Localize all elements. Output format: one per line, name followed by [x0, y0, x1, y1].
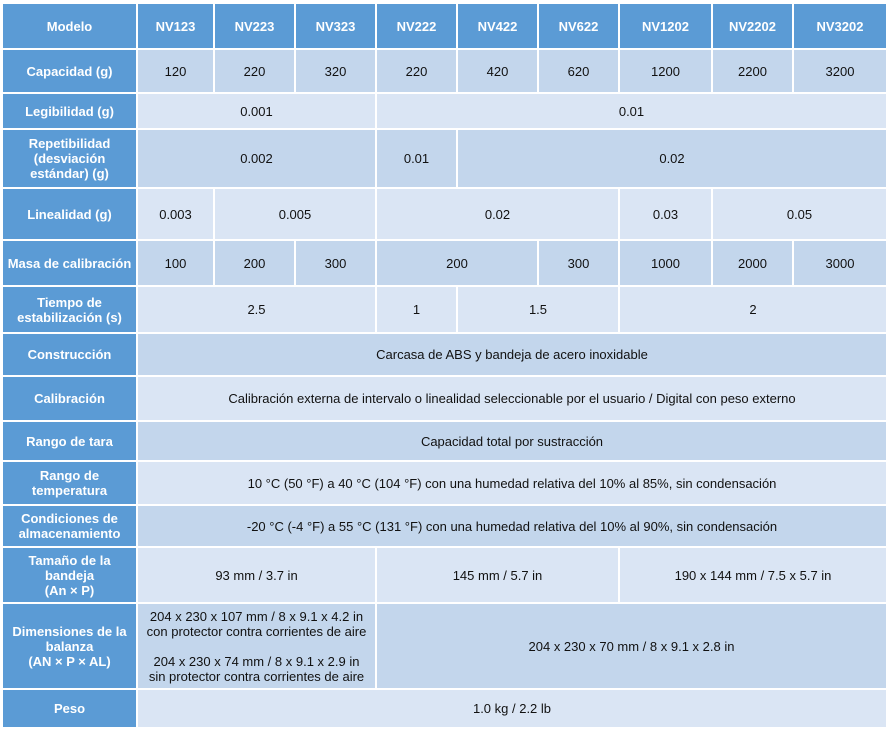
table-cell: 220	[376, 49, 457, 93]
model-header: NV222	[376, 3, 457, 49]
model-header: NV323	[295, 3, 376, 49]
line-gap	[142, 639, 371, 654]
table-row	[2, 376, 887, 421]
row-label: Legibilidad (g)	[2, 93, 137, 129]
table-row	[2, 547, 887, 603]
row-label-line: Dimensiones de la balanza	[12, 623, 127, 654]
table-row	[2, 333, 887, 376]
row-label-line: (AN × P × AL)	[28, 653, 111, 669]
table-cell: 320	[295, 49, 376, 93]
table-cell: 0.005	[214, 188, 376, 240]
table-cell: 220	[214, 49, 295, 93]
table-cell: 420	[457, 49, 538, 93]
table-cell: 1.0 kg / 2.2 lb	[137, 689, 887, 728]
model-header: NV622	[538, 3, 619, 49]
row-label: Capacidad (g)	[2, 49, 137, 93]
dimension-line: 204 x 230 x 107 mm / 8 x 9.1 x 4.2 in	[149, 608, 364, 624]
table-cell: 1.5	[457, 286, 619, 333]
table-row	[2, 505, 887, 547]
table-cell: 145 mm / 5.7 in	[376, 547, 619, 603]
table-cell: 120	[137, 49, 214, 93]
table-row	[2, 188, 887, 240]
table-cell: 300	[295, 240, 376, 286]
table-cell: 2.5	[137, 286, 376, 333]
row-label-line: (An × P)	[44, 582, 95, 598]
table-cell: 620	[538, 49, 619, 93]
table-cell: Capacidad total por sustracción	[137, 421, 887, 461]
row-label: Masa de calibración	[2, 240, 137, 286]
table-cell: 200	[376, 240, 538, 286]
table-cell: 10 °C (50 °F) a 40 °C (104 °F) con una humedad relativa del 10% al 85%, sin condensación	[137, 461, 887, 505]
row-label: Rango de temperatura	[2, 461, 137, 505]
model-header: NV2202	[712, 3, 793, 49]
table-cell: 2	[619, 286, 887, 333]
table-cell: 0.02	[457, 129, 887, 188]
row-label: Calibración	[2, 376, 137, 421]
table-cell: 0.01	[376, 129, 457, 188]
table-cell: 100	[137, 240, 214, 286]
model-header: NV1202	[619, 3, 712, 49]
model-header: NV123	[137, 3, 214, 49]
table-cell: 3000	[793, 240, 887, 286]
table-cell: 1	[376, 286, 457, 333]
table-cell: 0.001	[137, 93, 376, 129]
table-cell: 2000	[712, 240, 793, 286]
table-row	[2, 240, 887, 286]
row-label: Repetibilidad (desviación estándar) (g)	[2, 129, 137, 188]
table-cell: Calibración externa de intervalo o linealidad seleccionable por el usuario / Digital con peso externo	[137, 376, 887, 421]
table-cell: 93 mm / 3.7 in	[137, 547, 376, 603]
row-label: Tiempo de estabilización (s)	[2, 286, 137, 333]
header-row	[2, 3, 887, 49]
row-label: Linealidad (g)	[2, 188, 137, 240]
table-cell: 0.01	[376, 93, 887, 129]
table-cell: 190 x 144 mm / 7.5 x 5.7 in	[619, 547, 887, 603]
table-cell: 0.03	[619, 188, 712, 240]
table-row	[2, 49, 887, 93]
spec-table	[1, 2, 887, 729]
dimension-note: con protector contra corrientes de aire	[146, 623, 367, 639]
model-header: NV422	[457, 3, 538, 49]
row-label: Rango de tara	[2, 421, 137, 461]
header-label: Modelo	[2, 3, 137, 49]
table-row	[2, 129, 887, 188]
row-label: Peso	[2, 689, 137, 728]
table-row	[2, 603, 887, 689]
table-cell: 0.002	[137, 129, 376, 188]
table-cell: 2200	[712, 49, 793, 93]
table-cell: 1200	[619, 49, 712, 93]
table-row	[2, 93, 887, 129]
table-cell: 0.003	[137, 188, 214, 240]
table-row	[2, 689, 887, 728]
row-label-line: Tamaño de la bandeja	[28, 552, 111, 583]
table-cell: 0.02	[376, 188, 619, 240]
table-row	[2, 286, 887, 333]
table-cell: 1000	[619, 240, 712, 286]
table-cell: Carcasa de ABS y bandeja de acero inoxidable	[137, 333, 887, 376]
table-cell	[137, 603, 376, 689]
table-cell: 200	[214, 240, 295, 286]
table-cell: 204 x 230 x 70 mm / 8 x 9.1 x 2.8 in	[376, 603, 887, 689]
table-row	[2, 421, 887, 461]
row-label: Construcción	[2, 333, 137, 376]
table-cell: 300	[538, 240, 619, 286]
table-cell: -20 °C (-4 °F) a 55 °C (131 °F) con una humedad relativa del 10% al 90%, sin condensación	[137, 505, 887, 547]
table-row	[2, 461, 887, 505]
dimension-note: sin protector contra corrientes de aire	[148, 668, 365, 684]
table-cell: 0.05	[712, 188, 887, 240]
row-label: Condiciones de almacenamiento	[2, 505, 137, 547]
dimension-line: 204 x 230 x 74 mm / 8 x 9.1 x 2.9 in	[153, 653, 360, 669]
row-label	[2, 603, 137, 689]
row-label	[2, 547, 137, 603]
model-header: NV3202	[793, 3, 887, 49]
model-header: NV223	[214, 3, 295, 49]
table-cell: 3200	[793, 49, 887, 93]
